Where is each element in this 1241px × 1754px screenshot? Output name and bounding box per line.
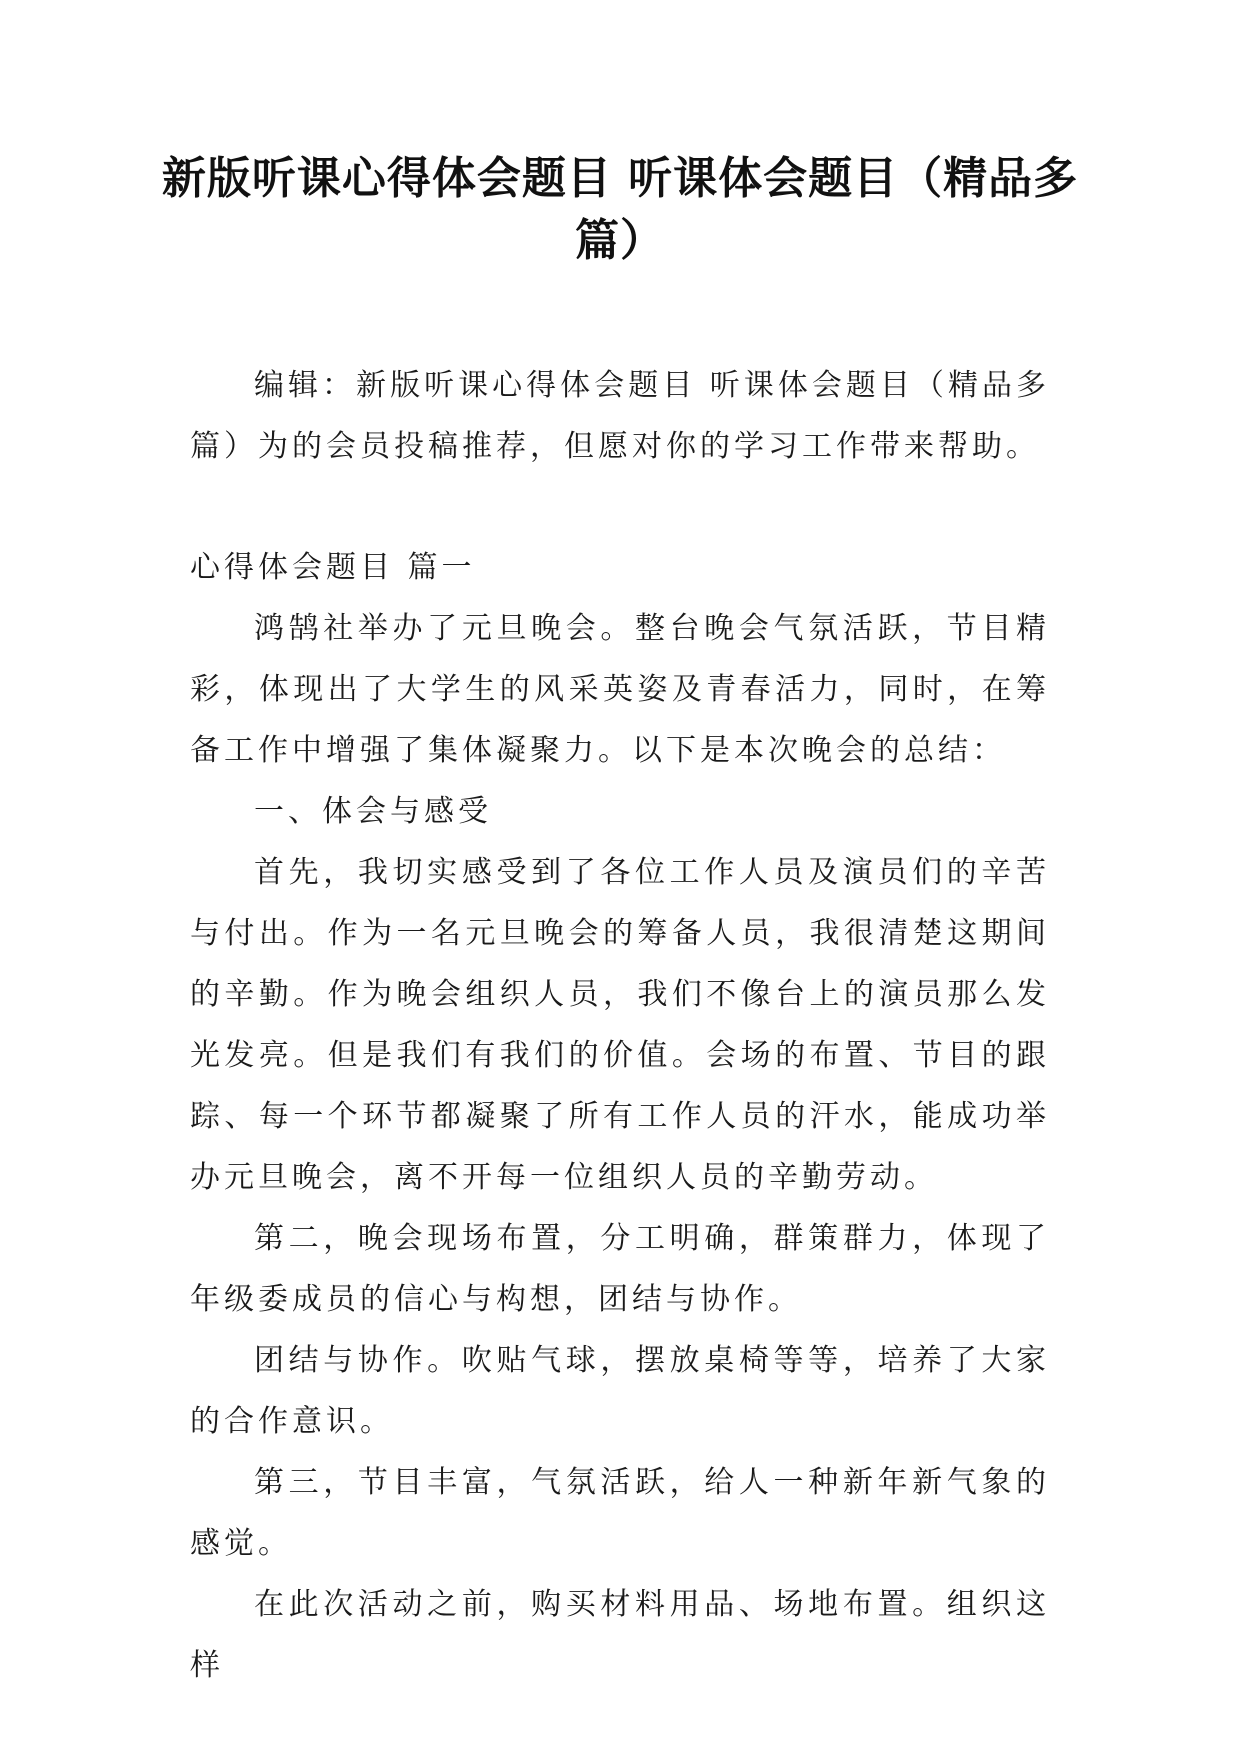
body-paragraph: 首先，我切实感受到了各位工作人员及演员们的辛苦与付出。作为一名元旦晚会的筹备人员，我很清楚这期间的辛勤。作为晚会组织人员，我们不像台上的演员那么发光发亮。但是我们有我们的价值。会场的布置、节目的跟踪、每一个环节都凝聚了所有工作人员的汗水，能成功举办元旦晚会，离不开每一位组织人员的辛勤劳动。 xyxy=(190,855,1050,1195)
section-heading: 心得体会题目 篇一 xyxy=(190,550,476,585)
intro-paragraph: 编辑：新版听课心得体会题目 听课体会题目（精品多篇）为的会员投稿推荐，但愿对你的学习工作带来帮助。 xyxy=(190,368,1050,464)
body-paragraph: 在此次活动之前，购买材料用品、场地布置。组织这样 xyxy=(190,1587,1050,1683)
document-title: 新版听课心得体会题目 听课体会题目（精品多篇） xyxy=(161,153,1079,266)
body-paragraph: 鸿鹄社举办了元旦晚会。整台晚会气氛活跃，节目精彩，体现出了大学生的风采英姿及青春活力，同时，在筹备工作中增强了集体凝聚力。以下是本次晚会的总结： xyxy=(190,611,1050,768)
body-paragraph: 第三，节目丰富，气氛活跃，给人一种新年新气象的感觉。 xyxy=(190,1465,1050,1561)
body-paragraph: 团结与协作。吹贴气球，摆放桌椅等等，培养了大家的合作意识。 xyxy=(190,1343,1050,1439)
subheading-paragraph: 一、体会与感受 xyxy=(254,794,492,829)
body-paragraph: 第二，晚会现场布置，分工明确，群策群力，体现了年级委成员的信心与构想，团结与协作。 xyxy=(190,1221,1050,1317)
document-body xyxy=(190,355,1050,1696)
